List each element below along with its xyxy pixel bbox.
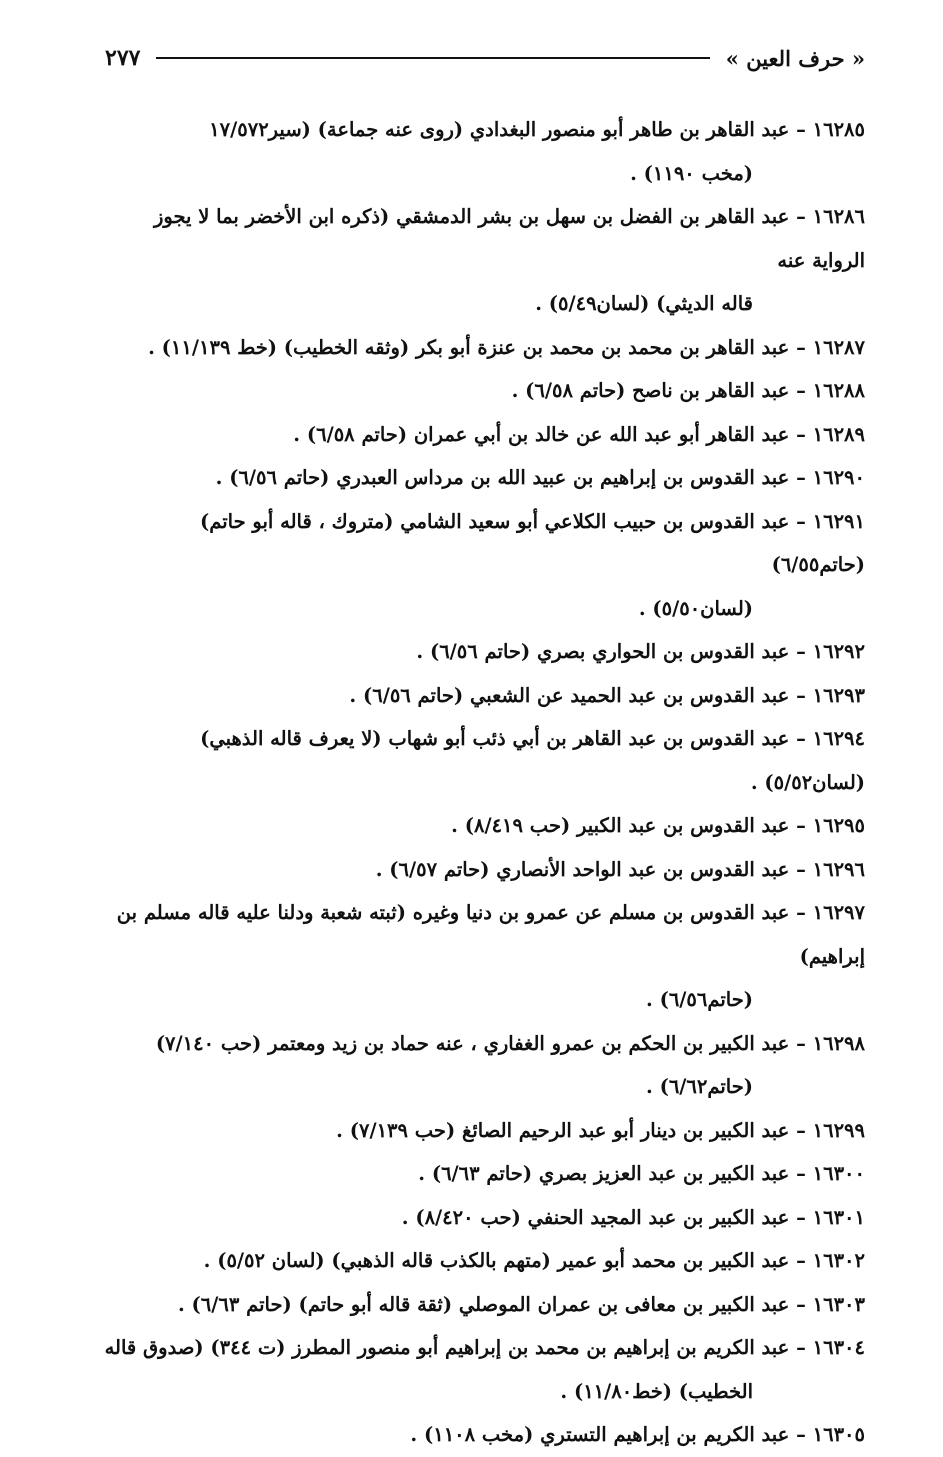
entry-number: ١٦٢٩٥ (812, 814, 865, 837)
entry-number: ١٦٣٠٠ (812, 1162, 865, 1185)
entry-number: ١٦٢٩٩ (812, 1118, 865, 1142)
entry-text: عبد الكبير بن عبد العزيز بصري (حاتم ٦/٦٣) . (418, 1162, 790, 1185)
entry-number: ١٦٣٠٥ (812, 1423, 865, 1446)
entry-number: ١٦٢٨٨ (812, 379, 865, 402)
list-item: ١٦٢٨٨ – عبد القاهر بن ناصح (حاتم ٦/٥٨) . (511, 379, 865, 402)
list-item: ١٦٢٨٩ – عبد القاهر أبو عبد الله عن خالد بن أبي عمران (حاتم ٦/٥٨) . (293, 422, 865, 446)
list-item: ١٦٢٩٢ – عبد القدوس بن الحواري بصري (حاتم ٦/٥٦) . (416, 640, 865, 663)
page-number: ٢٧٧ (105, 45, 141, 71)
entry-text-continuation: (لسان٥/٥٠) . (638, 596, 753, 620)
entry-text: عبد القاهر أبو عبد الله عن خالد بن أبي عمران (حاتم ٦/٥٨) . (293, 422, 790, 446)
entry-text: عبد القدوس بن حبيب الكلاعي أبو سعيد الشامي (متروك ، قاله أبو حاتم) (حاتم٦/٥٥) (200, 509, 865, 576)
list-item: ١٦٢٩٣ – عبد القدوس بن عبد الحميد عن الشعبي (حاتم ٦/٥٦) . (349, 683, 865, 707)
entry-number: ١٦٢٩١ (812, 509, 865, 533)
entry-number: ١٦٢٩٣ (812, 683, 865, 707)
list-item: ١٦٢٩٨ – عبد الكبير بن الحكم بن عمرو الغفاري ، عنه حماد بن زيد ومعتمر (حب ٧/١٤٠) (حاتم٦/٦٢) . (100, 1022, 865, 1109)
entry-text: عبد الكبير بن عبد المجيد الحنفي (حب ٨/٤٢٠) . (401, 1205, 790, 1229)
entry-number: ١٦٢٩٦ (812, 857, 865, 881)
entry-text-continuation: (حاتم٦/٦٢) . (646, 1075, 753, 1098)
list-item: ١٦٢٩٩ – عبد الكبير بن دينار أبو عبد الرحيم الصائغ (حب ٧/١٣٩) . (336, 1118, 865, 1142)
list-item: ١٦٣٠٥ – عبد الكريم بن إبراهيم التستري (مخب ١١٠٨) . (410, 1423, 865, 1446)
list-item: ١٦٢٨٥ – عبد القاهر بن طاهر أبو منصور البغدادي (روى عنه جماعة) (سير١٧/٥٧٢ (مخب ١١٩٠) . (100, 108, 865, 195)
entry-text: عبد القدوس بن عبد القاهر بن أبي ذئب أبو شهاب (لا يعرف قاله الذهبي) (لسان٥/٥٢) . (200, 727, 865, 794)
entry-number: ١٦٣٠٤ (812, 1336, 865, 1359)
entry-number: ١٦٢٩٤ (812, 727, 865, 750)
entry-number: ١٦٢٩٧ (812, 901, 865, 924)
list-item: ١٦٣٠١ – عبد الكبير بن عبد المجيد الحنفي (حب ٨/٤٢٠) . (401, 1205, 865, 1229)
entry-number: ١٦٢٩٢ (812, 640, 865, 663)
entry-text: عبد القاهر بن محمد بن محمد بن عنزة أبو بكر (وثقه الخطيب) (خط ١١/١٣٩) . (148, 335, 790, 359)
entry-text: عبد القدوس بن إبراهيم بن عبيد الله بن مرداس العبدري (حاتم ٦/٥٦) . (215, 466, 790, 489)
entry-list (100, 108, 865, 1457)
list-item: ١٦٣٠٠ – عبد الكبير بن عبد العزيز بصري (حاتم ٦/٦٣) . (418, 1162, 865, 1185)
entry-text: عبد القدوس بن عبد الكبير (حب ٨/٤١٩) . (451, 814, 790, 837)
entry-number: ١٦٣٠٣ (812, 1292, 865, 1316)
entry-text: عبد القدوس بن الحواري بصري (حاتم ٦/٥٦) . (416, 640, 790, 663)
entry-text: عبد الكبير بن محمد أبو عمير (متهم بالكذب قاله الذهبي) (لسان ٥/٥٢) . (203, 1249, 790, 1272)
list-item: ١٦٢٨٦ – عبد القاهر بن الفضل بن سهل بن بشر الدمشقي (ذكره ابن الأخضر بما لا يجوز الرواية عنه قاله الديثي) (لسان٥/٤٩) . (100, 195, 865, 326)
list-item: ١٦٣٠٣ – عبد الكبير بن معافى بن عمران الموصلي (ثقة قاله أبو حاتم) (حاتم ٦/٦٣) . (177, 1292, 865, 1316)
list-item: ١٦٣٠٤ – عبد الكريم بن إبراهيم بن محمد بن إبراهيم أبو منصور المطرز (ت ٣٤٤) (صدوق قاله الخطيب) (خط١١/٨٠) . (100, 1326, 865, 1413)
entry-number: ١٦٢٨٧ (812, 335, 865, 359)
entry-text: عبد الكريم بن إبراهيم بن محمد بن إبراهيم أبو منصور المطرز (ت ٣٤٤) (صدوق قاله (104, 1336, 790, 1359)
page-header (105, 40, 865, 76)
entry-text: عبد القاهر بن طاهر أبو منصور البغدادي (روى عنه جماعة) (سير١٧/٥٧٢ (209, 118, 790, 141)
entry-number: ١٦٢٨٩ (812, 422, 865, 446)
list-item: ١٦٢٩٠ – عبد القدوس بن إبراهيم بن عبيد الله بن مرداس العبدري (حاتم ٦/٥٦) . (215, 466, 865, 489)
entry-text: عبد الكبير بن الحكم بن عمرو الغفاري ، عنه حماد بن زيد ومعتمر (حب ٧/١٤٠) (155, 1031, 790, 1055)
entry-number: ١٦٢٩٠ (812, 466, 865, 489)
running-title: « حرف العين » (725, 45, 865, 71)
entry-text: عبد الكبير بن معافى بن عمران الموصلي (ثقة قاله أبو حاتم) (حاتم ٦/٦٣) . (177, 1292, 790, 1316)
entry-number: ١٦٣٠١ (812, 1205, 865, 1229)
list-item: ١٦٢٨٧ – عبد القاهر بن محمد بن محمد بن عنزة أبو بكر (وثقه الخطيب) (خط ١١/١٣٩) . (148, 335, 865, 359)
entry-text: عبد القاهر بن ناصح (حاتم ٦/٥٨) . (511, 379, 790, 402)
list-item: ١٦٢٩٧ – عبد القدوس بن مسلم عن عمرو بن دنيا وغيره (ثبته شعبة ودلنا عليه قاله مسلم بن إبراهيم) (حاتم٦/٥٦) . (100, 891, 865, 1022)
entry-text-continuation: (مخب ١١٩٠) . (630, 161, 753, 185)
entry-text-continuation: (حاتم٦/٥٦) . (646, 988, 753, 1011)
entry-number: ١٦٣٠٢ (812, 1249, 865, 1272)
entry-text: عبد القاهر بن الفضل بن سهل بن بشر الدمشقي (ذكره ابن الأخضر بما لا يجوز الرواية عنه (153, 205, 865, 272)
entry-text-continuation: الخطيب) (خط١١/٨٠) . (560, 1379, 753, 1403)
entry-number: ١٦٢٩٨ (812, 1031, 865, 1055)
entry-text: عبد القدوس بن عبد الواحد الأنصاري (حاتم ٦/٥٧) . (375, 857, 790, 881)
entry-number: ١٦٢٨٥ (812, 118, 865, 141)
entry-text: عبد الكبير بن دينار أبو عبد الرحيم الصائغ (حب ٧/١٣٩) . (336, 1118, 790, 1142)
entry-text: عبد القدوس بن مسلم عن عمرو بن دنيا وغيره (ثبته شعبة ودلنا عليه قاله مسلم بن إبراهيم) (116, 901, 865, 968)
entry-number: ١٦٢٨٦ (812, 205, 865, 228)
entry-text: عبد القدوس بن عبد الحميد عن الشعبي (حاتم ٦/٥٦) . (349, 683, 790, 707)
list-item: ١٦٢٩٥ – عبد القدوس بن عبد الكبير (حب ٨/٤١٩) . (451, 814, 865, 837)
entry-text: عبد الكريم بن إبراهيم التستري (مخب ١١٠٨) . (410, 1423, 790, 1446)
header-rule (156, 57, 709, 59)
list-item: ١٦٣٠٢ – عبد الكبير بن محمد أبو عمير (متهم بالكذب قاله الذهبي) (لسان ٥/٥٢) . (203, 1249, 865, 1272)
list-item: ١٦٢٩٦ – عبد القدوس بن عبد الواحد الأنصاري (حاتم ٦/٥٧) . (375, 857, 865, 881)
list-item: ١٦٢٩١ – عبد القدوس بن حبيب الكلاعي أبو سعيد الشامي (متروك ، قاله أبو حاتم) (حاتم٦/٥٥) (لسان٥/٥٠) . (100, 500, 865, 631)
entry-text-continuation: قاله الديثي) (لسان٥/٤٩) . (535, 292, 753, 315)
list-item: ١٦٢٩٤ – عبد القدوس بن عبد القاهر بن أبي ذئب أبو شهاب (لا يعرف قاله الذهبي) (لسان٥/٥٢) . (200, 727, 865, 794)
